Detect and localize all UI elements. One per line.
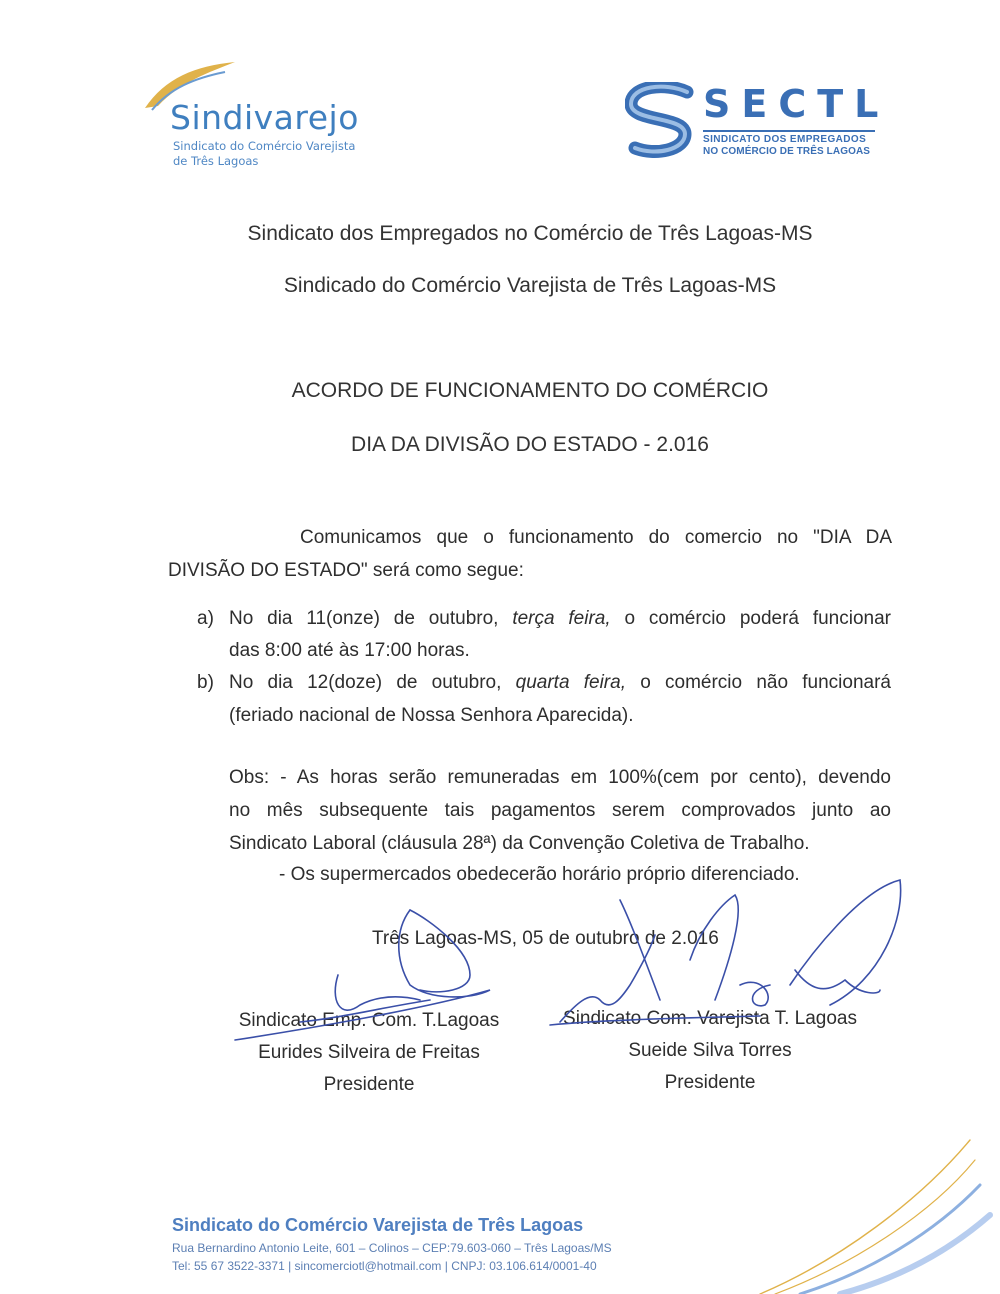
- sectl-logo: [625, 82, 890, 162]
- logo-right-subtitle-2: NO COMÉRCIO DE TRÊS LAGOAS: [703, 146, 871, 157]
- logo-left-subtitle-2: de Três Lagoas: [173, 154, 259, 168]
- logo-left-subtitle-1: Sindicato do Comércio Varejista: [173, 139, 356, 153]
- s-mark-icon: [625, 82, 700, 160]
- logo-right-name: SECTL: [703, 82, 890, 126]
- footer-name: Sindicato do Comércio Varejista de Três Lagoas: [172, 1215, 584, 1235]
- item-b-line-1: No dia 12(doze) de outubro, quarta feira, o comércio não funcionará: [229, 672, 891, 693]
- item-a-line-2: das 8:00 até às 17:00 horas.: [229, 640, 470, 661]
- obs-line-1: Obs: - As horas serão remuneradas em 100%(cem por cento), devendo: [229, 767, 891, 788]
- logo-right-rule: [703, 130, 875, 132]
- footer-address: Rua Bernardino Antonio Leite, 601 – Colinos – CEP:79.603-060 – Três Lagoas/MS: [172, 1241, 612, 1255]
- signature-right-role: Presidente: [664, 1072, 756, 1093]
- place-date: Três Lagoas-MS, 05 de outubro de 2.016: [372, 928, 719, 949]
- item-b-marker: b): [197, 672, 214, 693]
- signature-left-name: Eurides Silveira de Freitas: [258, 1042, 480, 1063]
- header-line-2: Sindicado do Comércio Varejista de Três Lagoas-MS: [283, 274, 777, 297]
- title-line-2: DIA DA DIVISÃO DO ESTADO - 2.016: [351, 433, 709, 456]
- logo-left-name: Sindivarejo: [170, 98, 359, 137]
- item-a-marker: a): [197, 608, 214, 629]
- signature-left-org: Sindicato Emp. Com. T.Lagoas: [238, 1010, 500, 1031]
- signature-right-org: Sindicato Com. Varejista T. Lagoas: [563, 1008, 857, 1029]
- item-b-line-2: (feriado nacional de Nossa Senhora Aparecida).: [229, 705, 634, 726]
- obs-line-3: Sindicato Laboral (cláusula 28ª) da Convenção Coletiva de Trabalho.: [229, 833, 810, 854]
- title-line-1: ACORDO DE FUNCIONAMENTO DO COMÉRCIO: [291, 379, 769, 402]
- signature-right-name: Sueide Silva Torres: [628, 1040, 792, 1061]
- footer-contact: Tel: 55 67 3522-3371 | sincomerciotl@hotmail.com | CNPJ: 03.106.614/0001-40: [172, 1259, 597, 1273]
- intro-line-2: DIVISÃO DO ESTADO" será como segue:: [168, 560, 524, 581]
- signature-left-role: Presidente: [323, 1074, 415, 1095]
- logo-right-subtitle-1: SINDICATO DOS EMPREGADOS: [703, 134, 867, 145]
- intro-line-1: Comunicamos que o funcionamento do comercio no "DIA DA: [300, 527, 892, 548]
- header-line-1: Sindicato dos Empregados no Comércio de Três Lagoas-MS: [247, 222, 813, 245]
- sindivarejo-logo: [140, 58, 380, 178]
- item-a-line-1: No dia 11(onze) de outubro, terça feira, o comércio poderá funcionar: [229, 608, 891, 629]
- obs-line-2: no mês subsequente tais pagamentos serem comprovados junto ao: [229, 800, 891, 821]
- obs-line-4: - Os supermercados obedecerão horário próprio diferenciado.: [279, 864, 800, 885]
